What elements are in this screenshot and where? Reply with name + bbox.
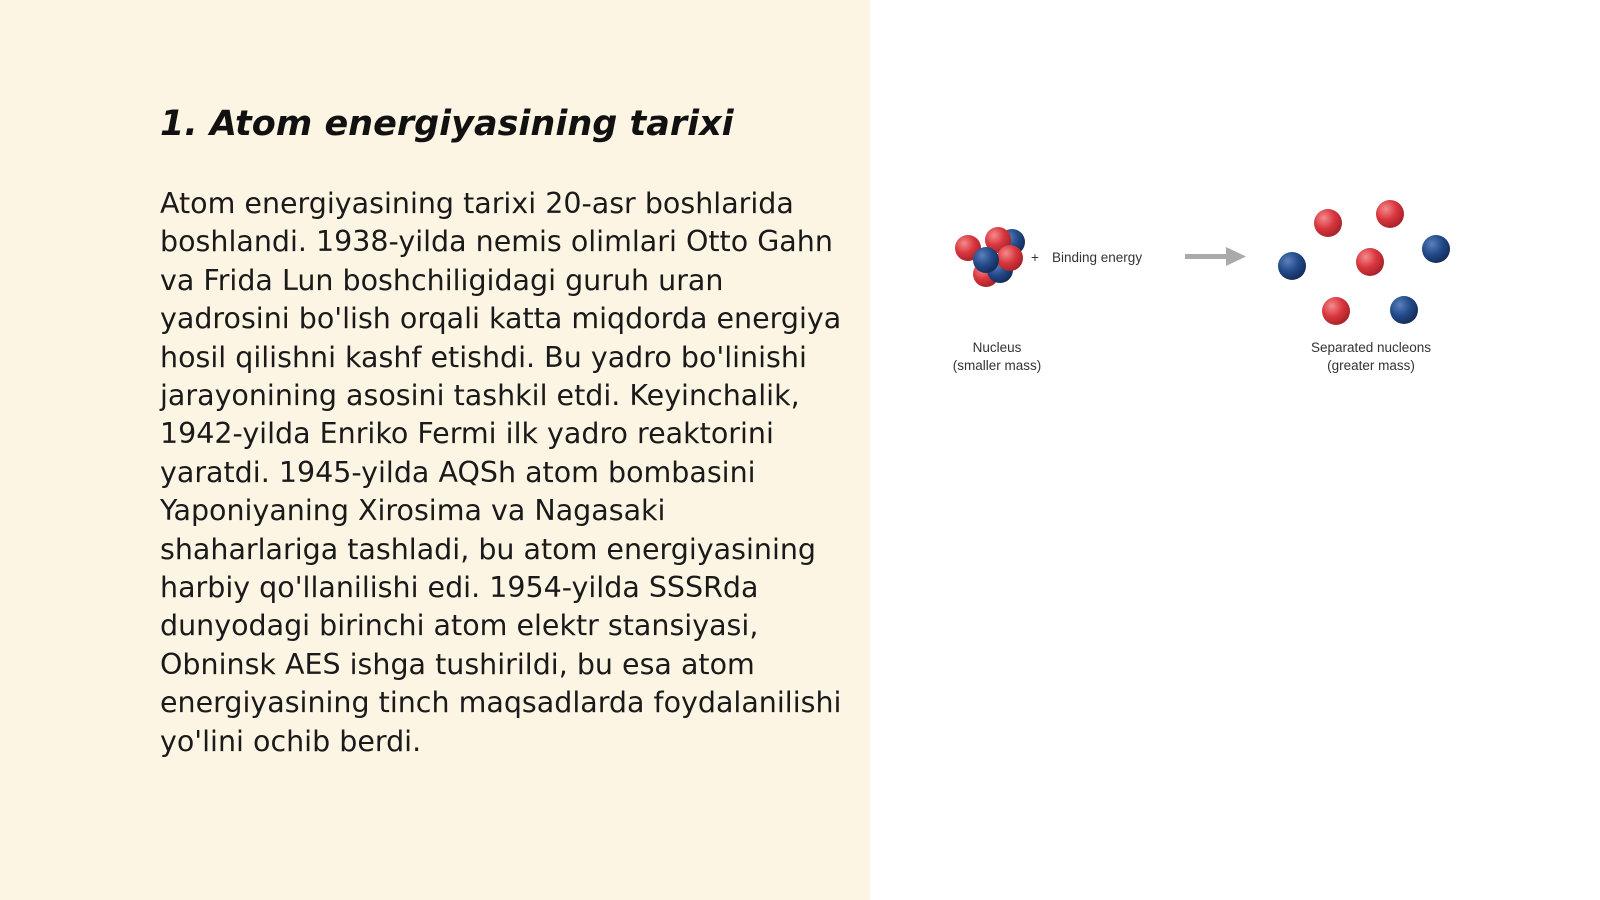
slide-body-text: Atom energiyasining tarixi 20-asr boshlarida boshlandi. 1938-yilda nemis olimlari Otto Gahn va Frida Lun boshchiligidagi guruh uran yadrosini bo'lish orqali katta miqdorda energiya hosil qilishni kashf etishdi. Bu yadro bo'linishi jarayonining asosini tashkil etdi. Keyinchalik, 1942-yilda Enriko Fermi ilk yadro reaktorini yaratdi. 1945-yilda AQSh atom bombasini Yaponiyaning Xirosima va Nagasaki shaharlariga tashladi, bu atom energiyasining harbiy qo'llanilishi edi. 1954-yilda SSSRda dunyodagi birinchi atom elektr stansiyasi, Obninsk AES ishga tushirildi, bu esa atom energiyasining tinch maqsadlarda foydalanilishi yo'lini ochib berdi.: [160, 187, 842, 758]
proton: [1356, 248, 1384, 276]
neutron: [1422, 235, 1450, 263]
separated-nucleons-label: Separated nucleons: [1310, 340, 1432, 355]
binding-energy-label: Binding energy: [1052, 250, 1143, 265]
nucleus-mass-label: (smaller mass): [952, 358, 1042, 373]
arrow-right-icon: [1185, 247, 1246, 266]
proton: [997, 245, 1023, 271]
binding-energy-diagram: [930, 190, 1470, 390]
separated-nucleons: [1278, 200, 1450, 325]
neutron: [1390, 296, 1418, 324]
proton: [1314, 209, 1342, 237]
neutron: [1278, 252, 1306, 280]
plus-sign: +: [1031, 250, 1039, 265]
proton: [1322, 297, 1350, 325]
nucleus-label: Nucleus: [972, 340, 1022, 355]
proton: [1376, 200, 1404, 228]
slide-title: 1. Atom energiyasining tarixi: [160, 104, 734, 144]
nucleus-cluster: [955, 227, 1025, 287]
image-panel: [870, 0, 1600, 900]
neutron: [973, 247, 999, 273]
separated-mass-label: (greater mass): [1327, 358, 1415, 373]
